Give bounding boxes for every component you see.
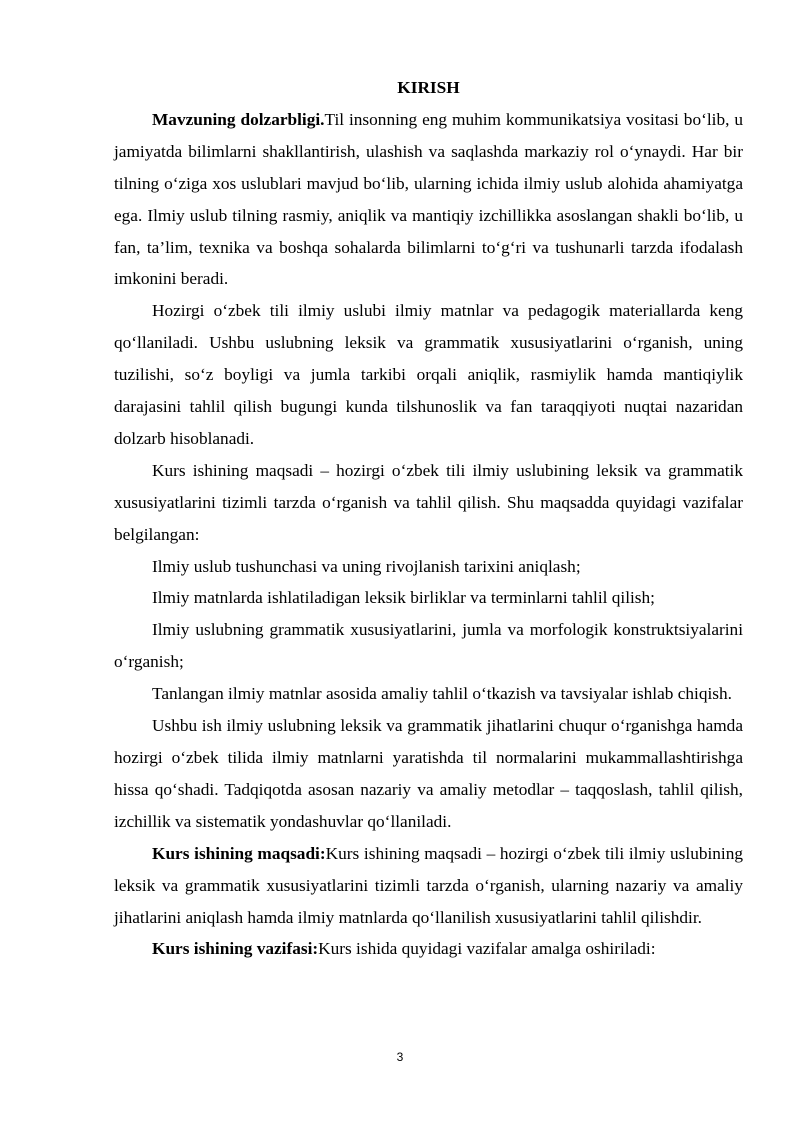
list-item: Ilmiy uslub tushunchasi va uning rivojlanish tarixini aniqlash;: [152, 556, 581, 576]
paragraph-text: Kurs ishida quyidagi vazifalar amalga oshiriladi:: [318, 939, 656, 959]
paragraph-text: Til insonning eng muhim kommunikatsiya vositasi bo‘lib, u jamiyatda bilimlarni shakllantirish, ulashish va saqlashda markaziy rol o‘ynaydi. Har bir tilning o‘ziga xos uslublari mavjud bo‘lib, ularning ichida ilmiy uslub alohida ahamiyatga ega. Ilmiy uslub tilning rasmiy, aniqlik va mantiqiy izchillikka asoslangan shakli bo‘lib, u fan, ta’lim, texnika va boshqa sohalarda bilimlarni to‘g‘ri va tushunarli tarzda ifodalash imkonini beradi.: [114, 109, 743, 289]
paragraph-relevance: [114, 104, 743, 295]
list-item: Tanlangan ilmiy matnlar asosida amaliy tahlil o‘tkazish va tavsiyalar ishlab chiqish.: [152, 684, 732, 704]
paragraph-text: Kurs ishining maqsadi – hozirgi o‘zbek tili ilmiy uslubining leksik va grammatik xususiyatlarini tizimli tarzda o‘rganish, ularning nazariy va amaliy jihatlarini aniqlash hamda ilmiy matnlarda qo‘llanilish xususiyatlarini tahlil qilishdir.: [114, 843, 744, 927]
paragraph: Ushbu ish ilmiy uslubning leksik va grammatik jihatlarini chuqur o‘rganishga hamda hozirgi o‘zbek tilida ilmiy matnlarni yaratishda til normalarini mukammallashtirishga hissa qo‘shadi. Tadqiqotda asosan nazariy va amaliy metodlar – taqqoslash, tahlil qilish, izchillik va sistematik yondashuvlar qo‘llaniladi.: [114, 716, 743, 831]
list-item: Ilmiy matnlarda ishlatiladigan leksik birliklar va terminlarni tahlil qilish;: [152, 588, 655, 608]
page-number: 3: [396, 1050, 404, 1064]
page-content: [114, 72, 743, 965]
paragraph-lead: Mavzuning dolzarbligi.: [152, 109, 325, 129]
paragraph-lead: Kurs ishining vazifasi:: [152, 939, 319, 959]
paragraph: Hozirgi o‘zbek tili ilmiy uslubi ilmiy matnlar va pedagogik materiallarda keng qo‘llaniladi. Ushbu uslubning leksik va grammatik xususiyatlarini o‘rganish, uning tuzilishi, so‘z boyligi va jumla tarkibi orqali aniqlik, rasmiylik hamda mantiqiylik darajasini tahlil qilish bugungi kunda tilshunoslik va fan taraqqiyoti nuqtai nazaridan dolzarb hisoblanadi.: [114, 301, 743, 448]
paragraph-tasks: [114, 933, 743, 965]
paragraph-lead: Kurs ishining maqsadi:: [152, 843, 326, 863]
list-item: Ilmiy uslubning grammatik xususiyatlarini, jumla va morfologik konstruktsiyalarini o‘rganish;: [114, 620, 743, 672]
paragraph-goal: [114, 838, 743, 934]
page-title: KIRISH: [397, 78, 460, 97]
paragraph: Kurs ishining maqsadi – hozirgi o‘zbek tili ilmiy uslubining leksik va grammatik xususiyatlarini tizimli tarzda o‘rganish va tahlil qilish. Shu maqsadda quyidagi vazifalar belgilangan:: [114, 460, 743, 544]
